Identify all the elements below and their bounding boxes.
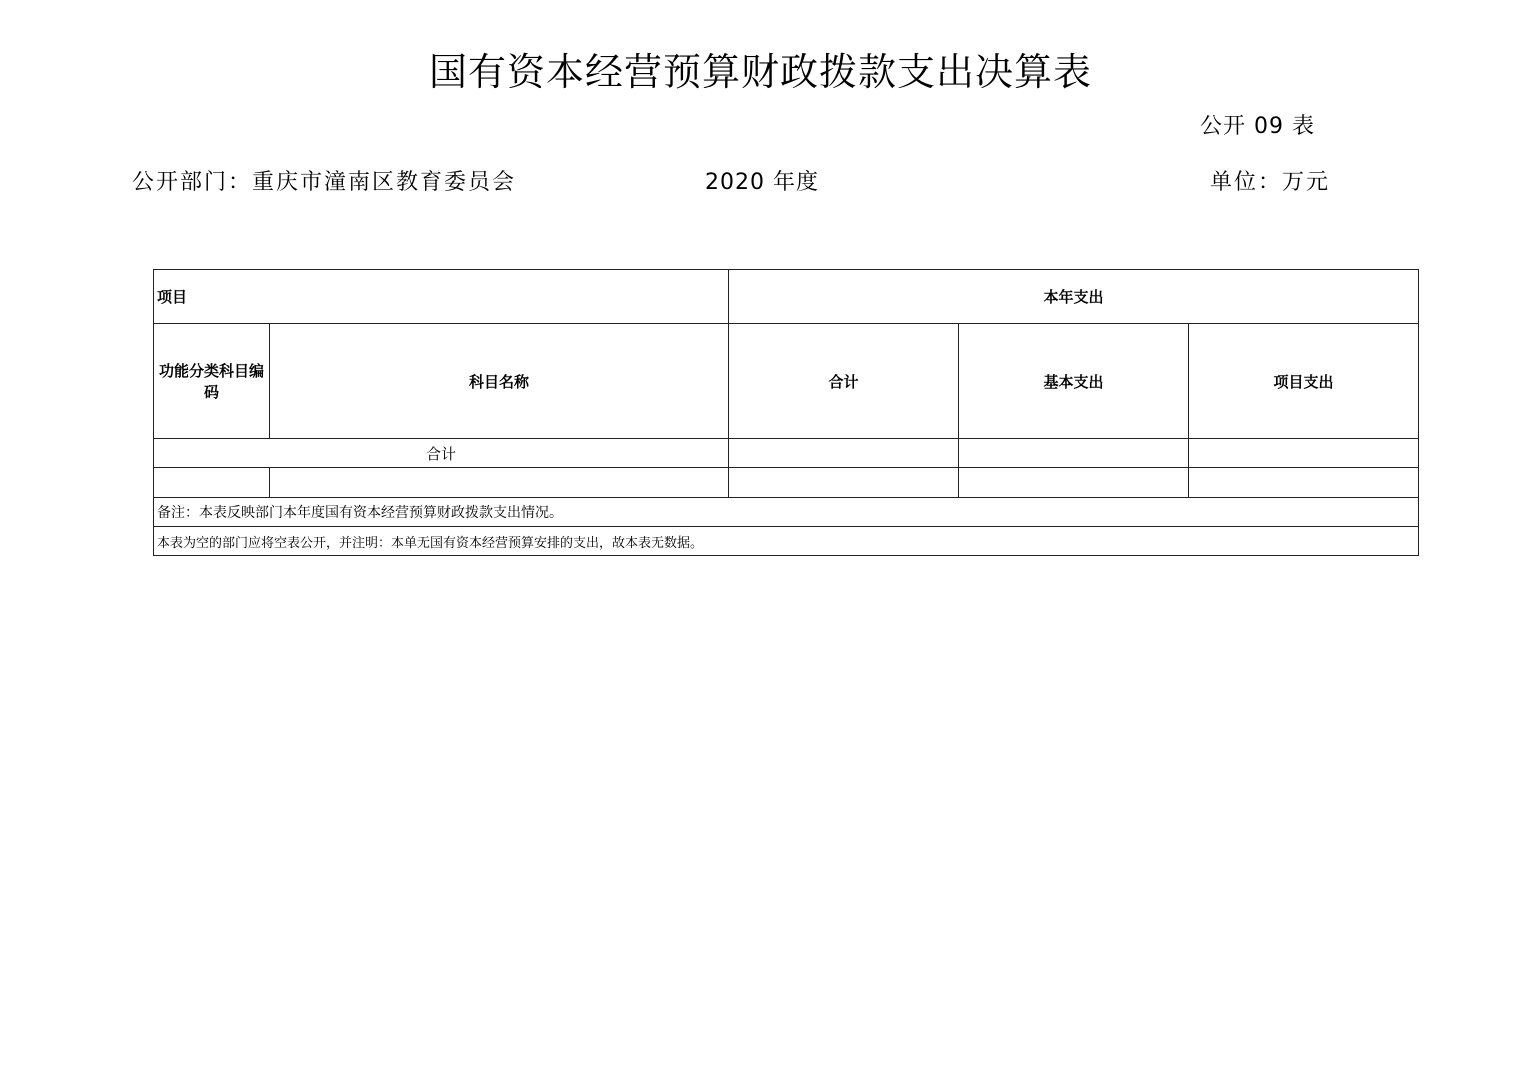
total-basic-cell: [959, 439, 1189, 468]
expenditure-table: [153, 269, 1419, 556]
form-code: 公开 09 表: [1200, 114, 1315, 139]
empty-code-cell: [154, 468, 270, 498]
header-row-2: [154, 324, 1419, 439]
department-label: 公开部门：重庆市潼南区教育委员会: [132, 170, 517, 195]
col-code-header: 功能分类科目编码: [154, 324, 270, 439]
col-project-header: 项目支出: [1189, 324, 1419, 439]
empty-total-cell: [729, 468, 959, 498]
note-2: 本表为空的部门应将空表公开，并注明：本单无国有资本经营预算安排的支出，故本表无数据。: [154, 527, 1419, 556]
header-row-1: [154, 270, 1419, 324]
empty-basic-cell: [959, 468, 1189, 498]
unit-label: 单位：万元: [1210, 170, 1331, 195]
total-row: [154, 439, 1419, 468]
col-name-header: 科目名称: [270, 324, 729, 439]
total-label-cell: 合计: [154, 439, 729, 468]
header-item-cell: 项目: [154, 270, 729, 324]
note-row-1: [154, 498, 1419, 527]
empty-data-row: [154, 468, 1419, 498]
empty-project-cell: [1189, 468, 1419, 498]
empty-name-cell: [270, 468, 729, 498]
note-row-2: [154, 527, 1419, 556]
col-basic-header: 基本支出: [959, 324, 1189, 439]
year-label: 2020 年度: [705, 170, 819, 195]
total-project-cell: [1189, 439, 1419, 468]
total-amount-cell: [729, 439, 959, 468]
col-total-header: 合计: [729, 324, 959, 439]
page-title: 国有资本经营预算财政拨款支出决算表: [428, 50, 1092, 94]
note-1: 备注：本表反映部门本年度国有资本经营预算财政拨款支出情况。: [154, 498, 1419, 527]
header-current-year-cell: 本年支出: [729, 270, 1419, 324]
